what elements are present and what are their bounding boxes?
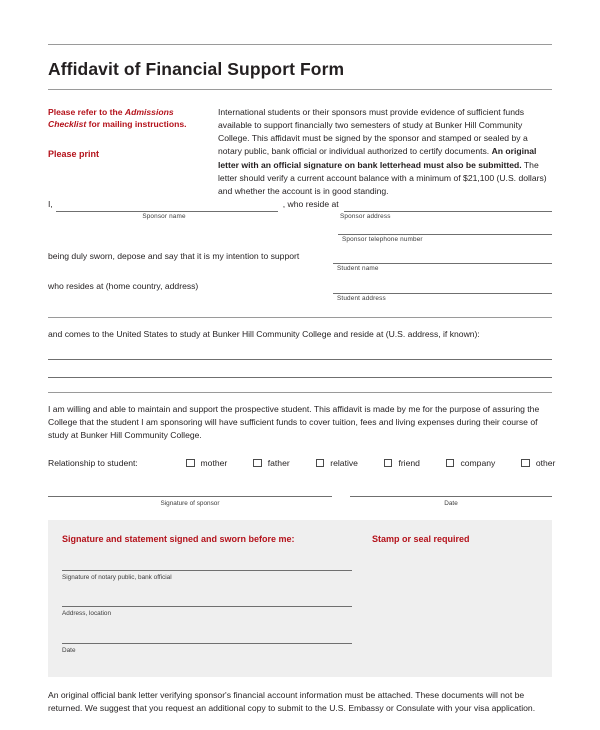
refer-note	[48, 106, 200, 131]
caption-sponsor-address: Sponsor address	[340, 212, 391, 220]
divider-1	[48, 317, 552, 318]
relationship-option-label: friend	[398, 457, 420, 468]
caption-notary-signature: Signature of notary public, bank official	[62, 573, 172, 581]
checkbox-icon[interactable]	[384, 459, 393, 468]
intro-paragraph	[218, 106, 552, 198]
page-title: Affidavit of Financial Support Form	[48, 59, 345, 79]
relationship-option-label: relative	[330, 457, 358, 468]
relationship-option-company[interactable]	[446, 457, 495, 470]
relationship-option-other[interactable]	[521, 457, 555, 470]
caption-notary-date: Date	[62, 647, 76, 655]
caption-notary-address: Address, location	[62, 610, 112, 618]
being-duly-sworn-label: being duly sworn, depose and say that it is my intention to support	[48, 251, 300, 262]
sponsor-telephone-input[interactable]	[338, 222, 552, 235]
relationship-option-label: company	[460, 457, 496, 468]
caption-date: Date	[444, 499, 458, 507]
relationship-row	[48, 457, 556, 470]
caption-signature-of-sponsor: Signature of sponsor	[160, 499, 220, 507]
checkbox-icon[interactable]	[446, 459, 455, 468]
refer-note-italic2: Checklist	[48, 119, 87, 130]
sponsor-name-input[interactable]	[56, 198, 278, 212]
please-print-label: Please print	[48, 148, 100, 159]
stamp-heading: Stamp or seal required	[372, 534, 470, 545]
intro-text-2: The letter should verify a current account balance with a minimum of $21,100 (U.S. dollars) and whether the account is in good standing.	[218, 159, 547, 196]
refer-note-part1: Please refer to the	[48, 107, 125, 117]
relationship-option-father[interactable]	[253, 457, 289, 470]
notary-right-column	[368, 520, 552, 677]
signature-date-field[interactable]	[350, 496, 552, 509]
notary-left-column	[48, 520, 368, 677]
caption-student-address: Student address	[337, 294, 386, 302]
title-divider	[48, 89, 552, 90]
relationship-option-label: father	[267, 457, 290, 468]
who-resides-label: who resides at (home country, address)	[48, 280, 199, 291]
relationship-option-mother[interactable]	[186, 457, 227, 470]
sponsor-address-input[interactable]	[344, 198, 552, 212]
who-reside-label: , who reside at	[282, 199, 339, 210]
signature-row	[48, 496, 552, 509]
sponsor-name-row	[48, 198, 552, 212]
relationship-option-label: other	[535, 457, 556, 468]
i-label: I,	[48, 199, 53, 210]
relationship-option-label: mother	[200, 457, 228, 468]
notary-heading: Signature and statement signed and sworn before me:	[62, 534, 295, 545]
checkbox-icon[interactable]	[253, 459, 262, 468]
form-body	[48, 198, 556, 716]
footer-note: An original official bank letter verifying sponsor's financial account information must be attached. These documents will not be returned. We suggest that you request an additional copy to submit to the U.S. Embassy or Consulate with your visa application.	[48, 690, 536, 714]
sponsor-signature-field[interactable]	[48, 496, 332, 509]
student-name-row	[48, 250, 552, 264]
refer-note-part2: for mailing instructions.	[86, 119, 187, 130]
caption-sponsor-telephone: Sponsor telephone number	[342, 235, 423, 243]
relationship-option-friend[interactable]	[384, 457, 420, 470]
checkbox-icon[interactable]	[186, 459, 195, 468]
willing-paragraph: I am willing and able to maintain and support the prospective student. This affidavit is made by me for the purpose of assuring the College that the student I am sponsoring will have sufficient funds to cover tuition, fees and living expenses during their course of study at Bunker Hill Community College.	[48, 403, 540, 441]
intro-column	[218, 106, 552, 198]
intro-text-1: International students or their sponsors must provide evidence of sufficient funds available to support financially two semesters of study at Bunker Hill Community College. This affidavit must be signed by the sponsor and stamped or sealed by a notary public, bank official or individual authorized to certify documents.	[218, 107, 528, 157]
us-address-input-1[interactable]	[48, 346, 552, 360]
caption-student-name: Student name	[337, 265, 379, 273]
divider-2	[48, 392, 552, 393]
student-address-row	[48, 280, 552, 294]
refer-note-italic1: Admissions	[124, 107, 174, 117]
refer-note-column	[48, 106, 200, 167]
caption-sponsor-name: Sponsor name	[142, 212, 186, 220]
us-address-input-2[interactable]	[48, 364, 552, 378]
relationship-option-relative[interactable]	[316, 457, 358, 470]
intro-text-bold: An original letter with an official signature on bank letterhead must also be submitted.	[218, 146, 537, 170]
notary-panel	[48, 520, 552, 677]
student-address-input[interactable]	[333, 280, 552, 294]
intro-columns	[48, 106, 552, 198]
relationship-label: Relationship to student:	[48, 457, 138, 468]
checkbox-icon[interactable]	[521, 459, 530, 468]
checkbox-icon[interactable]	[316, 459, 325, 468]
top-divider	[48, 44, 552, 45]
sponsor-row-captions	[48, 212, 552, 222]
comes-to-us-label: and comes to the United States to study at Bunker Hill Community College and reside at (U.S. address, if known):	[48, 329, 480, 340]
student-name-input[interactable]	[333, 250, 552, 264]
